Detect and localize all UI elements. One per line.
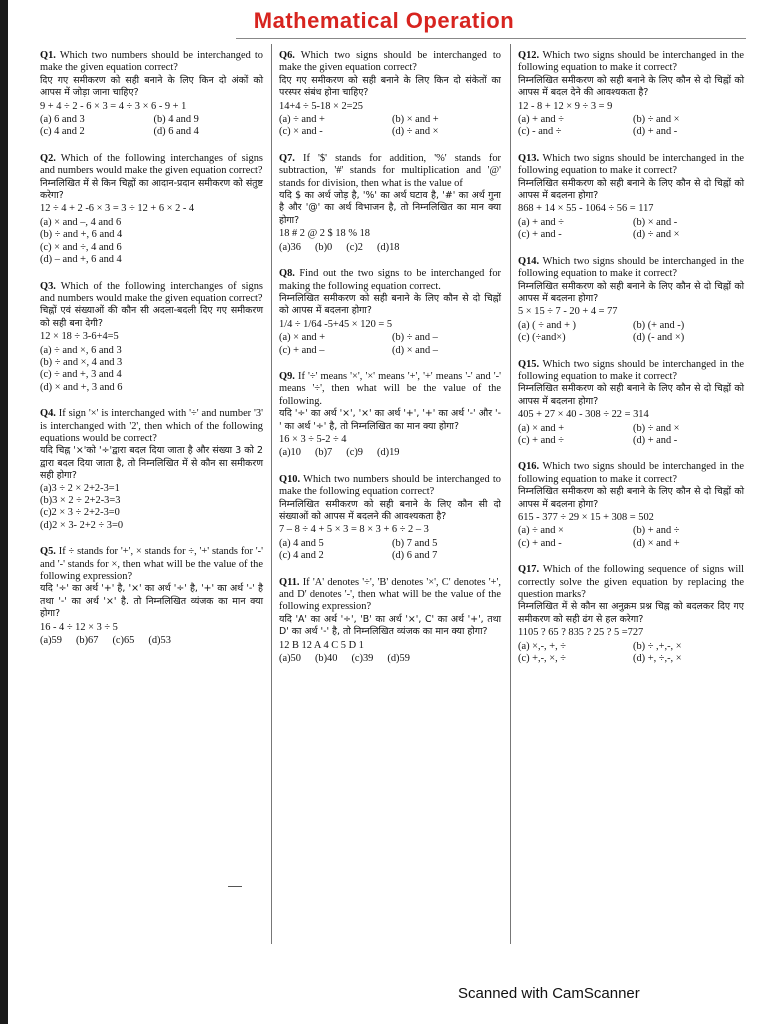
answer-options bbox=[40, 483, 263, 533]
answer-option: (b) × and + bbox=[392, 114, 439, 126]
answer-option: (b) ÷ ,+,-, × bbox=[633, 640, 682, 652]
answer-option: (a) × and + bbox=[518, 422, 565, 434]
answer-option: (b) 4 and 9 bbox=[153, 114, 199, 126]
question-block bbox=[279, 577, 501, 666]
question-text bbox=[40, 50, 263, 75]
answer-option: (d) 6 and 4 bbox=[153, 126, 199, 138]
question-block bbox=[518, 461, 744, 550]
question-hindi: निम्नलिखित समीकरण को सही बनाने के लिए कौन से दो चिह्नों को आपस में बदलना होगा? bbox=[279, 292, 501, 317]
answer-option: (a) + and ÷ bbox=[518, 114, 564, 126]
answer-option: (b) ÷ and +, 6 and 4 bbox=[40, 229, 123, 241]
column-3 bbox=[518, 50, 744, 679]
answer-option: (d)53 bbox=[148, 635, 171, 647]
question-block bbox=[40, 546, 263, 647]
question-number: Q7. bbox=[279, 152, 295, 164]
question-hindi: निम्नलिखित समीकरण को सही बनाने के लिए कौन से दो चिह्नों को आपस में बदलना होगा? bbox=[518, 177, 744, 202]
question-number: Q3. bbox=[40, 280, 56, 292]
answer-options bbox=[40, 114, 263, 139]
equation: 7 – 8 ÷ 4 + 5 × 3 = 8 × 3 + 6 ÷ 2 – 3 bbox=[279, 524, 429, 536]
question-hindi: निम्नलिखित समीकरण को सही बनाने के लिए कौन से दो चिह्नों को आपस में बदलना होगा? bbox=[518, 383, 744, 407]
question-english: Which two numbers should be interchanged to make the following equation correct? bbox=[279, 473, 501, 498]
answer-option: (d) – and +, 6 and 4 bbox=[40, 254, 122, 266]
answer-options bbox=[518, 423, 744, 448]
question-number: Q17. bbox=[518, 564, 540, 576]
answer-option: (c) × and ÷, 4 and 6 bbox=[40, 241, 122, 253]
question-block bbox=[40, 281, 263, 395]
question-number: Q10. bbox=[279, 473, 301, 485]
question-hindi: निम्नलिखित समीकरण को सही बनाने के लिए कौन से दो चिह्नों को आपस में बदल देने की आवश्यकता है? bbox=[518, 74, 744, 99]
question-number: Q11. bbox=[279, 576, 300, 588]
equation: 16 × 3 ÷ 5-2 ÷ 4 bbox=[279, 433, 347, 445]
question-english: Which two signs should be interchanged in the following equation to make it correct? bbox=[518, 461, 744, 485]
answer-option: (a) 6 and 3 bbox=[40, 114, 85, 126]
question-english: Which of the following interchanges of signs and numbers would make the given equation correct? bbox=[40, 152, 263, 177]
answer-options bbox=[40, 635, 263, 647]
answer-options bbox=[518, 217, 744, 242]
answer-option: (b)7 bbox=[314, 447, 333, 459]
answer-options bbox=[279, 332, 501, 357]
question-english: Which two signs should be interchanged in the following equation to make it correct? bbox=[518, 50, 744, 74]
column-divider bbox=[271, 44, 272, 944]
question-block bbox=[40, 50, 263, 139]
question-text bbox=[279, 268, 501, 293]
answer-option: (c) + and – bbox=[279, 344, 325, 356]
question-hindi: यदि 'A' का अर्थ '÷', 'B' का अर्थ '×', C' का अर्थ '+', तथा D' का अर्थ '-' है, तो निम्नलिखित व्यंजक का मान क्या होगा? bbox=[279, 613, 501, 638]
question-number: Q15. bbox=[518, 358, 540, 370]
equation: 12 ÷ 4 + 2 -6 × 3 = 3 ÷ 12 + 6 × 2 - 4 bbox=[40, 203, 195, 215]
answer-option: (a) × and + bbox=[279, 332, 326, 344]
answer-option: (d)18 bbox=[376, 241, 400, 253]
question-text bbox=[40, 281, 263, 306]
question-number: Q9. bbox=[279, 370, 295, 382]
answer-options bbox=[279, 114, 501, 139]
answer-option: (c)2 × 3 ÷ 2+2-3=0 bbox=[40, 507, 120, 519]
equation: 9 + 4 ÷ 2 - 6 × 3 = 4 ÷ 3 × 6 - 9 + 1 bbox=[40, 100, 187, 112]
answer-options bbox=[40, 345, 263, 395]
scan-edge-bar bbox=[0, 0, 8, 1024]
question-hindi: चिह्नों एवं संख्याओं की कौन सी अदला-बदली दिए गए समीकरण को सही बना देगी? bbox=[40, 305, 263, 329]
answer-options bbox=[279, 538, 501, 563]
answer-option: (b)67 bbox=[75, 635, 99, 647]
question-number: Q14. bbox=[518, 255, 540, 267]
answer-options bbox=[40, 217, 263, 267]
question-english: Which two signs should be interchanged in the following equation to make it correct? bbox=[518, 152, 744, 177]
answer-option: (b)3 × 2 ÷ 2+2-3=3 bbox=[40, 495, 121, 506]
answer-option: (a) × and –, 4 and 6 bbox=[40, 216, 122, 228]
answer-option: (a) ÷ and + bbox=[279, 114, 325, 126]
question-block bbox=[518, 153, 744, 242]
answer-option: (c) × and - bbox=[279, 126, 323, 138]
answer-option: (d) (- and ×) bbox=[633, 332, 685, 344]
question-block bbox=[40, 153, 263, 267]
question-block bbox=[279, 153, 501, 254]
question-number: Q2. bbox=[40, 152, 56, 164]
question-english: If 'A' denotes '÷', 'B' denotes '×', C' denotes '+', and D' denotes '-', then what will be the value of the following expression? bbox=[279, 576, 501, 613]
equation: 868 + 14 × 55 - 1064 ÷ 56 = 117 bbox=[518, 203, 654, 215]
question-block bbox=[279, 268, 501, 357]
equation: 12 B 12 A 4 C 5 D 1 bbox=[279, 639, 364, 651]
question-hindi: निम्नलिखित समीकरण को सही बनाने के लिए कौन सी दो संख्याओं को आपस में बदलने की आवश्यकता है? bbox=[279, 498, 501, 522]
answer-option: (b) ÷ and × bbox=[633, 422, 680, 434]
question-english: Which of the following sequence of signs will correctly solve the given equation by replacing the question marks? bbox=[518, 564, 744, 601]
answer-options bbox=[518, 525, 744, 550]
equation: 12 × 18 ÷ 3-6+4=5 bbox=[40, 331, 119, 343]
answer-option: (c) - and ÷ bbox=[518, 126, 562, 138]
question-english: Which two signs should be interchanged in the following equation to make it correct? bbox=[518, 255, 744, 280]
answer-option: (b) ÷ and × bbox=[633, 114, 680, 126]
answer-option: (d) + and - bbox=[633, 126, 678, 138]
equation: 12 - 8 + 12 × 9 ÷ 3 = 9 bbox=[518, 100, 613, 112]
answer-option: (a) ×,-, +, ÷ bbox=[518, 640, 567, 652]
question-hindi: निम्नलिखित समीकरण को सही बनाने के लिए कौन से दो चिह्नों को आपस में बदलना होगा? bbox=[518, 486, 744, 510]
question-hindi: दिए गए समीकरण को सही बनाने के लिए किन दो संकेतों का परस्पर संबंध होना चाहिए? bbox=[279, 74, 501, 99]
question-english: If '÷' means '×', '×' means '+', '+' means '-' and '-' means '÷', then what will be the value of the following. bbox=[279, 370, 501, 407]
question-block bbox=[518, 256, 744, 345]
answer-option: (c) + and - bbox=[518, 229, 562, 241]
question-block bbox=[518, 50, 744, 139]
answer-option: (c) 4 and 2 bbox=[40, 126, 85, 138]
answer-option: (c) 4 and 2 bbox=[279, 550, 324, 562]
question-text bbox=[518, 153, 744, 178]
question-hindi: निम्नलिखित में से किन चिह्नों का आदान-प्रदान समीकरण को संतुष्ट करेगा? bbox=[40, 177, 263, 202]
question-english: If sign '×' is interchanged with '÷' and number '3' is interchanged with '2', then which of the following equations would be correct? bbox=[40, 408, 263, 444]
question-text bbox=[40, 546, 263, 583]
question-english: Find out the two signs to be interchanged for making the following equation correct. bbox=[279, 268, 501, 292]
question-number: Q13. bbox=[518, 152, 540, 164]
title-underline bbox=[236, 38, 746, 39]
answer-option: (d) + and - bbox=[633, 434, 678, 446]
answer-option: (c) (÷and×) bbox=[518, 332, 566, 344]
question-number: Q5. bbox=[40, 546, 56, 558]
equation: 18 # 2 @ 2 $ 18 % 18 bbox=[279, 228, 370, 240]
question-hindi: यदि '÷' का अर्थ '×', '×' का अर्थ '+', '+' का अर्थ '-' और '-' का अर्थ '÷' है, तो निम्नलिखित का मान क्या होगा? bbox=[279, 408, 501, 432]
question-hindi: यदि '÷' का अर्थ '+' है, '×' का अर्थ '÷' है, '+' का अर्थ '-' है तथा '-' का अर्थ '×' है. तो निम्नलिखित व्यंजक का मान क्या होगा? bbox=[40, 583, 263, 620]
answer-option: (a) ÷ and × bbox=[518, 525, 564, 537]
question-block bbox=[518, 359, 744, 448]
answer-option: (b) + and ÷ bbox=[633, 525, 680, 537]
answer-options bbox=[518, 114, 744, 139]
question-english: If ÷ stands for '+', × stands for ÷, '+' stands for '-' and '-' stands for ×, then what will be the value of the following expression? bbox=[40, 546, 263, 583]
question-english: Which of the following interchanges of signs and numbers would make the given equation correct? bbox=[40, 280, 263, 304]
question-block bbox=[279, 50, 501, 139]
answer-option: (d)19 bbox=[376, 447, 400, 459]
answer-options bbox=[518, 641, 744, 666]
answer-options bbox=[279, 447, 501, 459]
question-english: Which two signs should be interchanged in the following equation to make it correct? bbox=[518, 358, 744, 382]
answer-option: (a)59 bbox=[40, 635, 62, 647]
question-english: Which two signs should be interchanged to make the given equation correct? bbox=[279, 50, 501, 74]
question-number: Q1. bbox=[40, 50, 56, 61]
answer-option: (b) ÷ and ×, 4 and 3 bbox=[40, 356, 123, 368]
answer-option: (a)50 bbox=[279, 653, 301, 665]
answer-option: (a) ÷ and ×, 6 and 3 bbox=[40, 344, 122, 356]
question-english: If '$' stands for addition, '%' stands for subtraction, '#' stands for multiplication and '@' stands for division, then what is the value of bbox=[279, 152, 501, 189]
answer-option: (d) +, ÷,-, × bbox=[633, 653, 682, 665]
column-2 bbox=[279, 50, 501, 679]
equation: 1/4 ÷ 1/64 -5+45 × 120 = 5 bbox=[279, 318, 393, 330]
question-block bbox=[279, 474, 501, 563]
answer-option: (a) ( ÷ and + ) bbox=[518, 319, 577, 331]
question-text bbox=[279, 153, 501, 190]
answer-option: (a)3 ÷ 2 × 2+2-3=1 bbox=[40, 482, 120, 494]
stray-mark bbox=[228, 886, 242, 887]
answer-option: (c) ÷ and +, 3 and 4 bbox=[40, 369, 122, 381]
question-text bbox=[518, 461, 744, 486]
equation: 16 - 4 ÷ 12 × 3 ÷ 5 bbox=[40, 621, 118, 633]
answer-option: (c) + and - bbox=[518, 537, 562, 549]
question-text bbox=[518, 256, 744, 281]
answer-option: (d) × and +, 3 and 6 bbox=[40, 381, 123, 393]
equation: 615 - 377 ÷ 29 × 15 + 308 = 502 bbox=[518, 512, 654, 523]
question-block bbox=[279, 371, 501, 460]
answer-option: (d) ÷ and × bbox=[392, 126, 439, 138]
question-hindi: यदि $ का अर्थ जोड़ है, '%' का अर्थ घटाव है, '#' का अर्थ गुना है और '@' का अर्थ विभाजन है, तो निम्नलिखित का मान क्या होगा? bbox=[279, 190, 501, 226]
question-number: Q4. bbox=[40, 408, 56, 420]
answer-option: (c) +,-, ×, ÷ bbox=[518, 653, 567, 665]
question-number: Q6. bbox=[279, 50, 295, 61]
answer-option: (c) + and ÷ bbox=[518, 434, 564, 446]
answer-option: (c)65 bbox=[112, 635, 135, 647]
question-text bbox=[279, 577, 501, 614]
answer-option: (b) 7 and 5 bbox=[392, 537, 438, 549]
answer-option: (a)36 bbox=[279, 241, 301, 253]
question-text bbox=[518, 564, 744, 601]
question-hindi: निम्नलिखित समीकरण को सही बनाने के लिए कौन से दो चिह्नों को आपस में बदलना होगा? bbox=[518, 280, 744, 304]
question-hindi: दिए गए समीकरण को सही बनाने के लिए किन दो अंकों को आपस में जोड़ा जाना चाहिए? bbox=[40, 74, 263, 99]
question-hindi: यदि चिह्न '×'को '÷'द्वारा बदल दिया जाता है और संख्या 3 को 2 द्वारा बदल दिया जाता है, तो निम्नलिखित में से कौन सा समीकरण सही होगा? bbox=[40, 445, 263, 482]
question-english: Which two numbers should be interchanged to make the given equation correct? bbox=[40, 50, 263, 74]
answer-option: (b)0 bbox=[314, 241, 333, 253]
equation: 5 × 15 ÷ 7 - 20 + 4 = 77 bbox=[518, 306, 618, 318]
answer-option: (c)39 bbox=[351, 653, 374, 665]
question-block bbox=[40, 408, 263, 532]
column-1 bbox=[40, 50, 263, 661]
question-text bbox=[518, 50, 744, 75]
question-number: Q16. bbox=[518, 461, 540, 473]
question-hindi: निम्नलिखित में से कौन सा अनुक्रम प्रश्न चिह्न को बदलकर दिए गए समीकरण को सही ढंग से हल करेगा? bbox=[518, 601, 744, 625]
answer-options bbox=[279, 242, 501, 254]
scanner-footer: Scanned with CamScanner bbox=[458, 985, 640, 1002]
answer-option: (d) × and – bbox=[392, 344, 438, 356]
question-number: Q12. bbox=[518, 50, 540, 61]
page-title: Mathematical Operation bbox=[253, 8, 515, 33]
equation: 1105 ? 65 ? 835 ? 25 ? 5 =727 bbox=[518, 627, 644, 639]
question-text bbox=[518, 359, 744, 384]
answer-option: (b) (+ and -) bbox=[633, 319, 685, 331]
question-text bbox=[279, 474, 501, 499]
answer-option: (d) 6 and 7 bbox=[392, 550, 438, 562]
answer-option: (c)2 bbox=[346, 241, 363, 253]
question-number: Q8. bbox=[279, 268, 295, 280]
question-text bbox=[279, 50, 501, 75]
equation: 405 + 27 × 40 - 308 ÷ 22 = 314 bbox=[518, 409, 649, 421]
question-text bbox=[40, 153, 263, 178]
answer-option: (d)2 × 3- 2+2 ÷ 3=0 bbox=[40, 519, 124, 531]
answer-option: (b) ÷ and – bbox=[392, 332, 438, 344]
answer-option: (b)40 bbox=[314, 653, 338, 665]
answer-option: (d) ÷ and × bbox=[633, 229, 680, 241]
column-divider bbox=[510, 44, 511, 944]
question-text bbox=[279, 371, 501, 408]
answer-option: (b) × and - bbox=[633, 216, 678, 228]
answer-option: (d)59 bbox=[387, 653, 410, 665]
answer-option: (a)10 bbox=[279, 447, 301, 459]
answer-options bbox=[518, 320, 744, 345]
question-block bbox=[518, 564, 744, 665]
answer-option: (c)9 bbox=[346, 447, 363, 459]
answer-option: (a) 4 and 5 bbox=[279, 537, 324, 549]
answer-option: (d) × and + bbox=[633, 537, 680, 549]
question-text bbox=[40, 408, 263, 445]
equation: 14+4 ÷ 5-18 × 2=25 bbox=[279, 100, 363, 112]
answer-options bbox=[279, 653, 501, 665]
answer-option: (a) + and ÷ bbox=[518, 216, 564, 228]
